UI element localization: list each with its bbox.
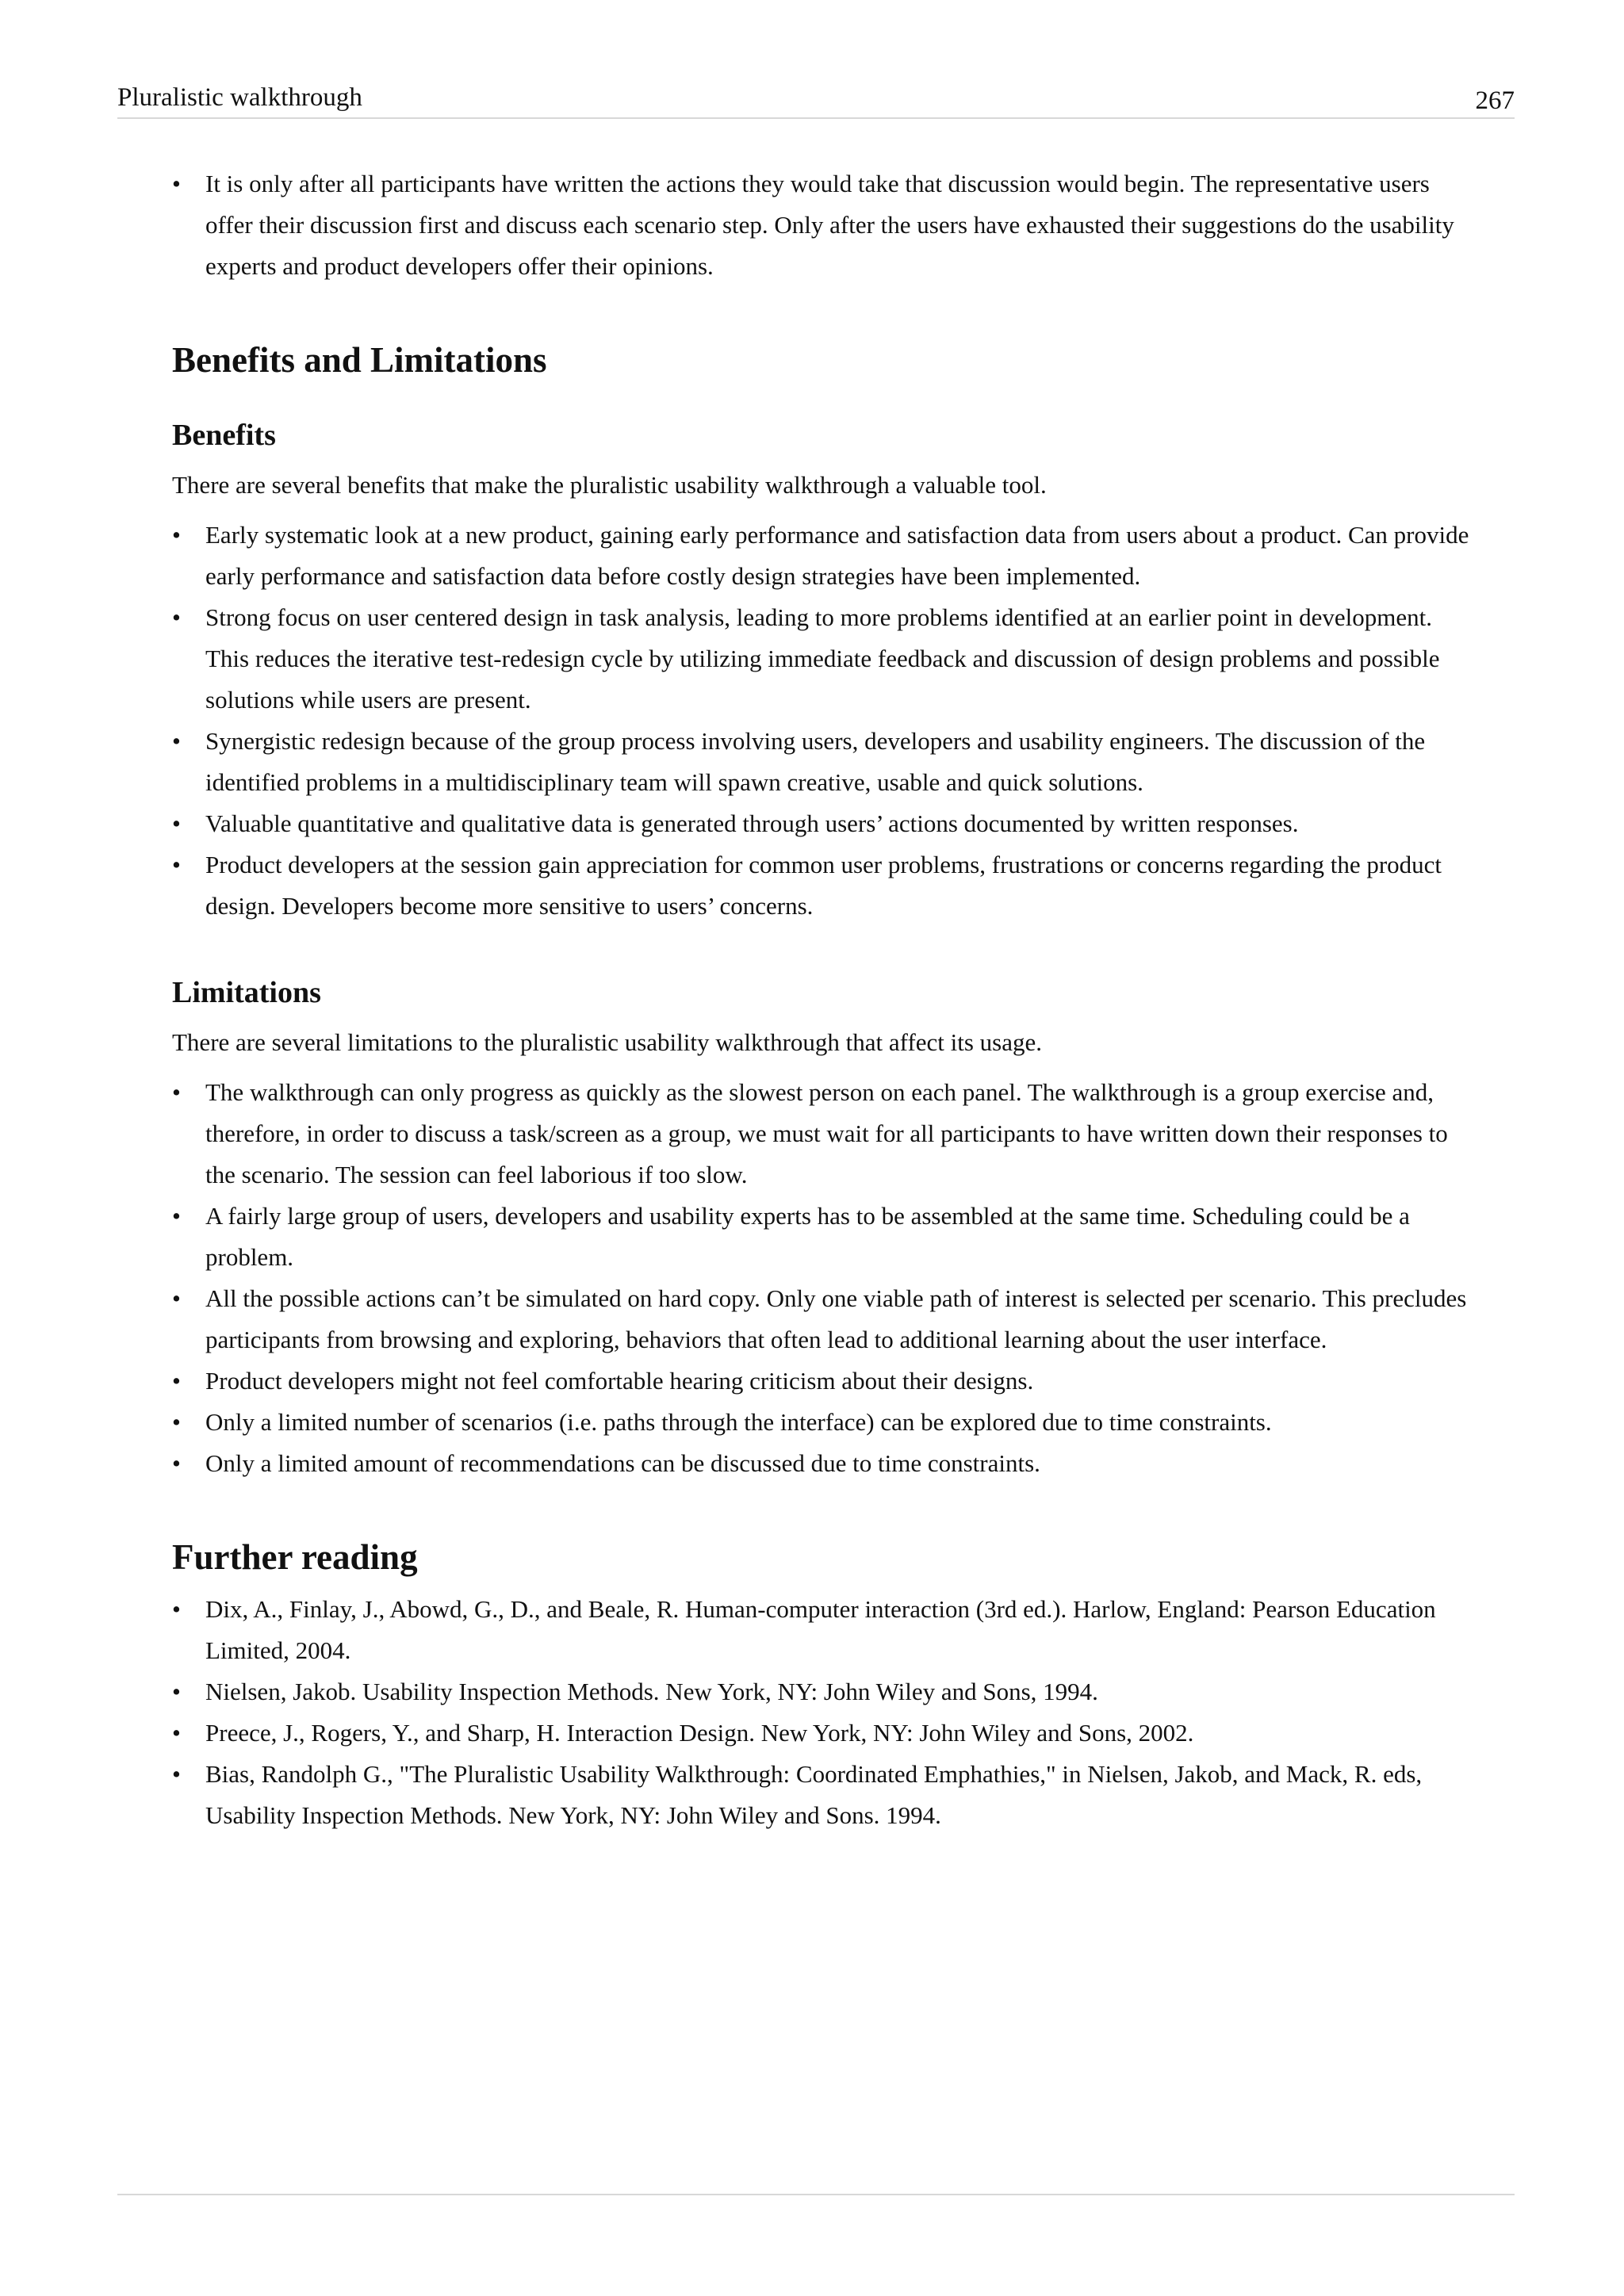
list-item: • The walkthrough can only progress as quickly as the slowest person on each panel. The walkthrough is a group exercise and, therefore, in order to discuss a task/screen as a group, we must wait for all participants to have written down their responses to the scenario. The session can feel laborious if too slow. (172, 1072, 1473, 1196)
benefits-heading: Benefits (172, 419, 276, 452)
list-item: • Only a limited number of scenarios (i.e. paths through the interface) can be explored due to time constraints. (172, 1402, 1473, 1443)
list-item: • Valuable quantitative and qualitative data is generated through users’ actions documented by written responses. (172, 803, 1473, 844)
further-reading-list (172, 1589, 1473, 1836)
limitations-list (172, 1072, 1473, 1484)
reference-item: • Preece, J., Rogers, Y., and Sharp, H. Interaction Design. New York, NY: John Wiley and Sons, 2002. (172, 1712, 1473, 1754)
reference-item: • Bias, Randolph G., "The Pluralistic Usability Walkthrough: Coordinated Emphathies," in Nielsen, Jakob, and Mack, R. eds, Usability Inspection Methods. New York, NY: John Wiley and Sons. 1994. (172, 1754, 1473, 1836)
intro-list (172, 163, 1473, 287)
reference-item: • Nielsen, Jakob. Usability Inspection Methods. New York, NY: John Wiley and Sons, 1994. (172, 1671, 1473, 1712)
header-title: Pluralistic walkthrough (117, 83, 362, 112)
list-item: • Product developers at the session gain appreciation for common user problems, frustrations or concerns regarding the product design. Developers become more sensitive to users’ concerns. (172, 844, 1473, 927)
limitations-lead: There are several limitations to the pluralistic usability walkthrough that affect its usage. (172, 1028, 1043, 1056)
document-content (172, 163, 1473, 1836)
further-reading-heading: Further reading (172, 1537, 418, 1577)
benefits-lead: There are several benefits that make the pluralistic usability walkthrough a valuable tool. (172, 471, 1047, 499)
list-item: • It is only after all participants have written the actions they would take that discussion would begin. The representative users offer their discussion first and discuss each scenario step. Only after the users have exhausted their suggestions do the usability experts and product developers offer their opinions. (172, 163, 1473, 287)
list-item: • Early systematic look at a new product, gaining early performance and satisfaction data from users about a product. Can provide early performance and satisfaction data before costly design strategies have been implemented. (172, 515, 1473, 597)
page-header (117, 76, 1515, 119)
list-item: • Only a limited amount of recommendations can be discussed due to time constraints. (172, 1443, 1473, 1484)
list-item: • Strong focus on user centered design in task analysis, leading to more problems identified at an earlier point in development. This reduces the iterative test-redesign cycle by utilizing immediate feedback and discussion of design problems and possible solutions while users are present. (172, 597, 1473, 721)
limitations-heading: Limitations (172, 976, 321, 1009)
list-item: • A fairly large group of users, developers and usability experts has to be assembled at the same time. Scheduling could be a problem. (172, 1196, 1473, 1278)
footer-divider (117, 2194, 1515, 2195)
page-number: 267 (1475, 86, 1515, 115)
list-item: • All the possible actions can’t be simulated on hard copy. Only one viable path of interest is selected per scenario. This precludes participants from browsing and exploring, behaviors that often lead to additional learning about the user interface. (172, 1278, 1473, 1360)
benefits-list (172, 515, 1473, 927)
list-item: • Synergistic redesign because of the group process involving users, developers and usability engineers. The discussion of the identified problems in a multidisciplinary team will spawn creative, usable and quick solutions. (172, 721, 1473, 803)
list-item: • Product developers might not feel comfortable hearing criticism about their designs. (172, 1360, 1473, 1402)
benefits-limitations-heading: Benefits and Limitations (172, 340, 547, 380)
reference-item: • Dix, A., Finlay, J., Abowd, G., D., and Beale, R. Human-computer interaction (3rd ed.). Harlow, England: Pearson Education Limited, 2004. (172, 1589, 1473, 1671)
